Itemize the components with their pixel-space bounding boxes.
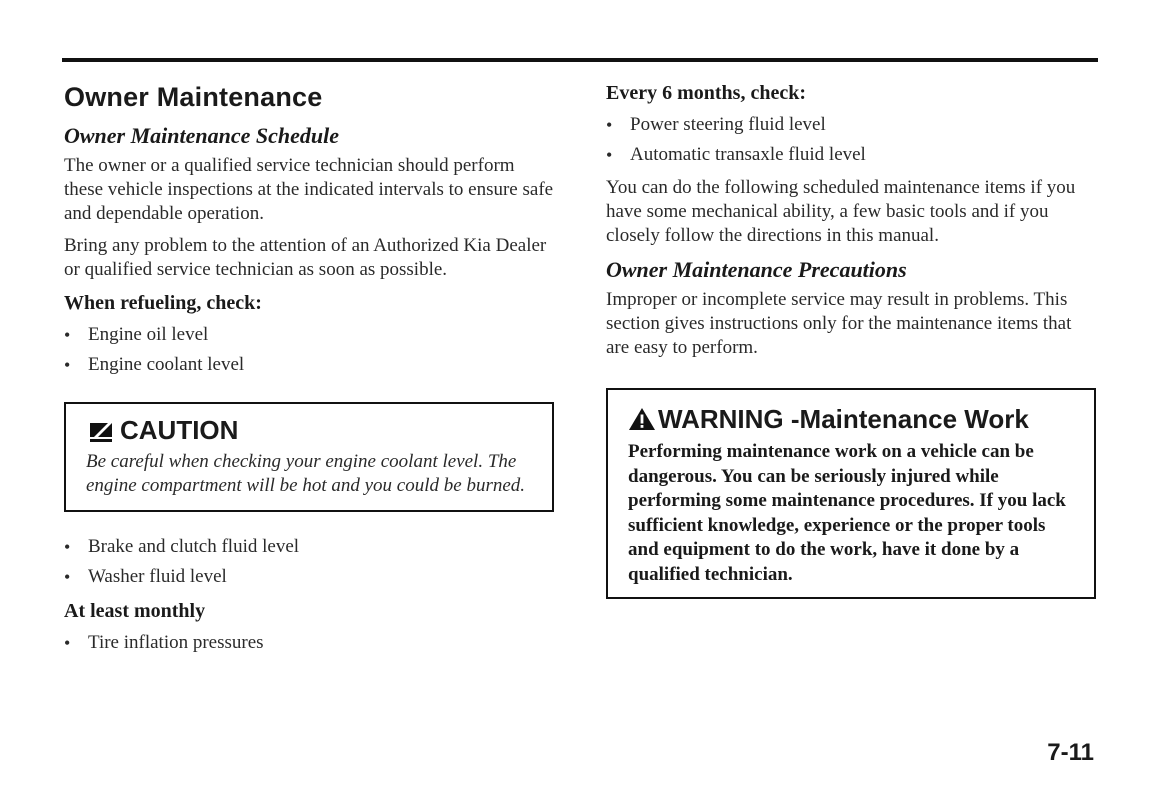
caution-box xyxy=(64,402,554,512)
page-number: 7-11 xyxy=(1047,739,1094,766)
refueling-list-continued xyxy=(64,532,554,592)
precautions-paragraph: Improper or incomplete service may result in problems. This section gives instructions only for the maintenance items that are easy to perform. xyxy=(606,289,1072,358)
warning-text: Performing maintenance work on a vehicle can be dangerous. You can be seriously injured while performing some maintenance procedures. If you lack sufficient knowledge, experience or the proper tools and equipment to do the work, have it done by a qualified technician. xyxy=(628,441,1066,585)
list-item: • Washer fluid level xyxy=(64,562,554,592)
warning-triangle-icon xyxy=(628,406,656,432)
dealer-paragraph: Bring any problem to the attention of an Authorized Kia Dealer or qualified service technician as soon as possible. xyxy=(64,235,547,280)
caution-icon xyxy=(86,417,116,443)
refueling-list xyxy=(64,320,554,380)
list-item: • Automatic transaxle fluid level xyxy=(606,140,1096,170)
list-item: • Engine oil level xyxy=(64,320,554,350)
list-item: • Power steering fluid level xyxy=(606,110,1096,140)
warning-heading xyxy=(628,402,1074,436)
list-item: • Engine coolant level xyxy=(64,350,554,380)
intro-paragraph: The owner or a qualified service technician should perform these vehicle inspections at the indicated intervals to ensure safe and dependable operation. xyxy=(64,155,554,224)
refueling-heading: When refueling, check: xyxy=(64,292,262,314)
list-item: • Tire inflation pressures xyxy=(64,628,554,658)
monthly-list xyxy=(64,628,554,658)
warning-title: WARNING -Maintenance Work xyxy=(658,404,1029,434)
caution-heading xyxy=(86,414,532,446)
warning-box xyxy=(606,388,1096,599)
top-rule xyxy=(62,58,1098,62)
right-column xyxy=(606,80,1096,599)
scheduled-paragraph: You can do the following scheduled maintenance items if you have some mechanical ability, a few basic tools and if you closely follow the directions in this manual. xyxy=(606,177,1076,246)
six-months-heading: Every 6 months, check: xyxy=(606,82,806,104)
left-column xyxy=(64,80,554,664)
caution-text: Be careful when checking your engine coolant level. The engine compartment will be hot and you could be burned. xyxy=(86,451,526,496)
schedule-heading: Owner Maintenance Schedule xyxy=(64,123,340,148)
six-months-list xyxy=(606,110,1096,170)
precautions-heading: Owner Maintenance Precautions xyxy=(606,257,907,282)
list-item: • Brake and clutch fluid level xyxy=(64,532,554,562)
section-title: Owner Maintenance xyxy=(64,82,323,112)
caution-title: CAUTION xyxy=(120,415,239,445)
monthly-heading: At least monthly xyxy=(64,600,206,622)
